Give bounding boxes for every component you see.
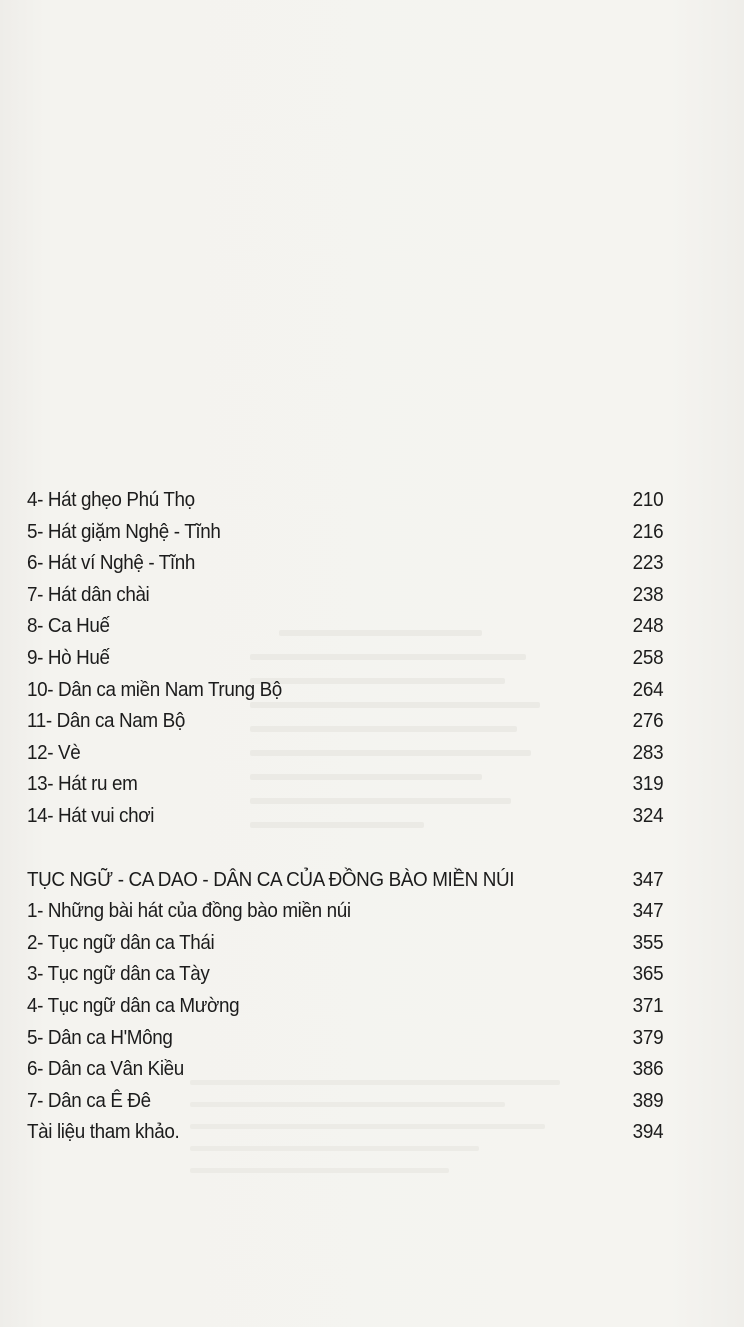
toc-entry xyxy=(27,1116,663,1148)
toc-entry xyxy=(27,705,663,737)
toc-entry xyxy=(27,927,663,959)
toc-entry-title: 12- Vè xyxy=(27,740,81,764)
toc-entry-page: 324 xyxy=(632,803,663,827)
toc-entry-title: 11- Dân ca Nam Bộ xyxy=(27,709,185,733)
toc-entry-page: 248 xyxy=(632,614,663,638)
toc-entry xyxy=(27,737,663,769)
toc-entry-page: 389 xyxy=(632,1088,663,1112)
toc-entry-title: 14- Hát vui chơi xyxy=(27,803,155,827)
toc-entry-page: 264 xyxy=(632,677,663,701)
toc-entry-page: 283 xyxy=(632,740,663,764)
toc-entry-title: 9- Hò Huế xyxy=(27,645,110,669)
toc-entry xyxy=(27,1053,663,1085)
toc-entry-title: 1- Những bài hát của đồng bào miền núi xyxy=(27,899,351,923)
toc-entry-title: 6- Hát ví Nghệ - Tĩnh xyxy=(27,551,196,575)
toc-entry xyxy=(27,547,663,579)
toc-entry xyxy=(27,642,663,674)
toc-entry-page: 238 xyxy=(632,582,663,606)
toc-entry-title: 2- Tục ngữ dân ca Thái xyxy=(27,930,215,954)
toc-entry xyxy=(27,1085,663,1117)
toc-entry xyxy=(27,484,663,516)
toc-entry xyxy=(27,958,663,990)
toc-section-page: 347 xyxy=(632,867,663,891)
toc-entry xyxy=(27,516,663,548)
table-of-contents xyxy=(27,484,663,1148)
section-spacer xyxy=(27,832,663,864)
toc-entry xyxy=(27,990,663,1022)
toc-entry-page: 386 xyxy=(632,1057,663,1081)
toc-entry-page: 319 xyxy=(632,772,663,796)
toc-entry xyxy=(27,610,663,642)
toc-entry-title: 4- Tục ngữ dân ca Mường xyxy=(27,993,240,1017)
toc-entry xyxy=(27,895,663,927)
toc-entry xyxy=(27,674,663,706)
toc-section-heading xyxy=(27,864,663,896)
toc-entry xyxy=(27,768,663,800)
toc-entry-page: 355 xyxy=(632,930,663,954)
toc-entry xyxy=(27,1022,663,1054)
toc-entry-page: 365 xyxy=(632,962,663,986)
toc-entry-title: 13- Hát ru em xyxy=(27,772,138,796)
toc-entry-title: 8- Ca Huế xyxy=(27,614,110,638)
toc-entry-title: 6- Dân ca Vân Kiều xyxy=(27,1057,184,1081)
toc-entry xyxy=(27,800,663,832)
toc-entry-page: 394 xyxy=(632,1120,663,1144)
toc-entry xyxy=(27,579,663,611)
toc-entry-page: 258 xyxy=(632,645,663,669)
toc-entry-page: 276 xyxy=(632,709,663,733)
toc-entry-title: 7- Dân ca Ê Đê xyxy=(27,1088,151,1112)
toc-entry-page: 371 xyxy=(632,993,663,1017)
toc-entry-title: 7- Hát dân chài xyxy=(27,582,150,606)
toc-entry-title: 5- Hát giặm Nghệ - Tĩnh xyxy=(27,519,221,543)
toc-entry-page: 223 xyxy=(632,551,663,575)
toc-entry-title: Tài liệu tham khảo. xyxy=(27,1120,180,1144)
toc-entry-title: 10- Dân ca miền Nam Trung Bộ xyxy=(27,677,282,701)
toc-entry-title: 5- Dân ca H'Mông xyxy=(27,1025,173,1049)
toc-section-title: TỤC NGỮ - CA DAO - DÂN CA CỦA ĐỒNG BÀO MIỀN NÚI xyxy=(27,867,515,891)
toc-entry-title: 3- Tục ngữ dân ca Tày xyxy=(27,962,210,986)
toc-entry-page: 379 xyxy=(632,1025,663,1049)
toc-entry-title: 4- Hát ghẹo Phú Thọ xyxy=(27,488,195,511)
toc-entry-page: 216 xyxy=(632,519,663,543)
toc-entry-page: 210 xyxy=(632,488,663,511)
toc-entry-page: 347 xyxy=(632,899,663,923)
